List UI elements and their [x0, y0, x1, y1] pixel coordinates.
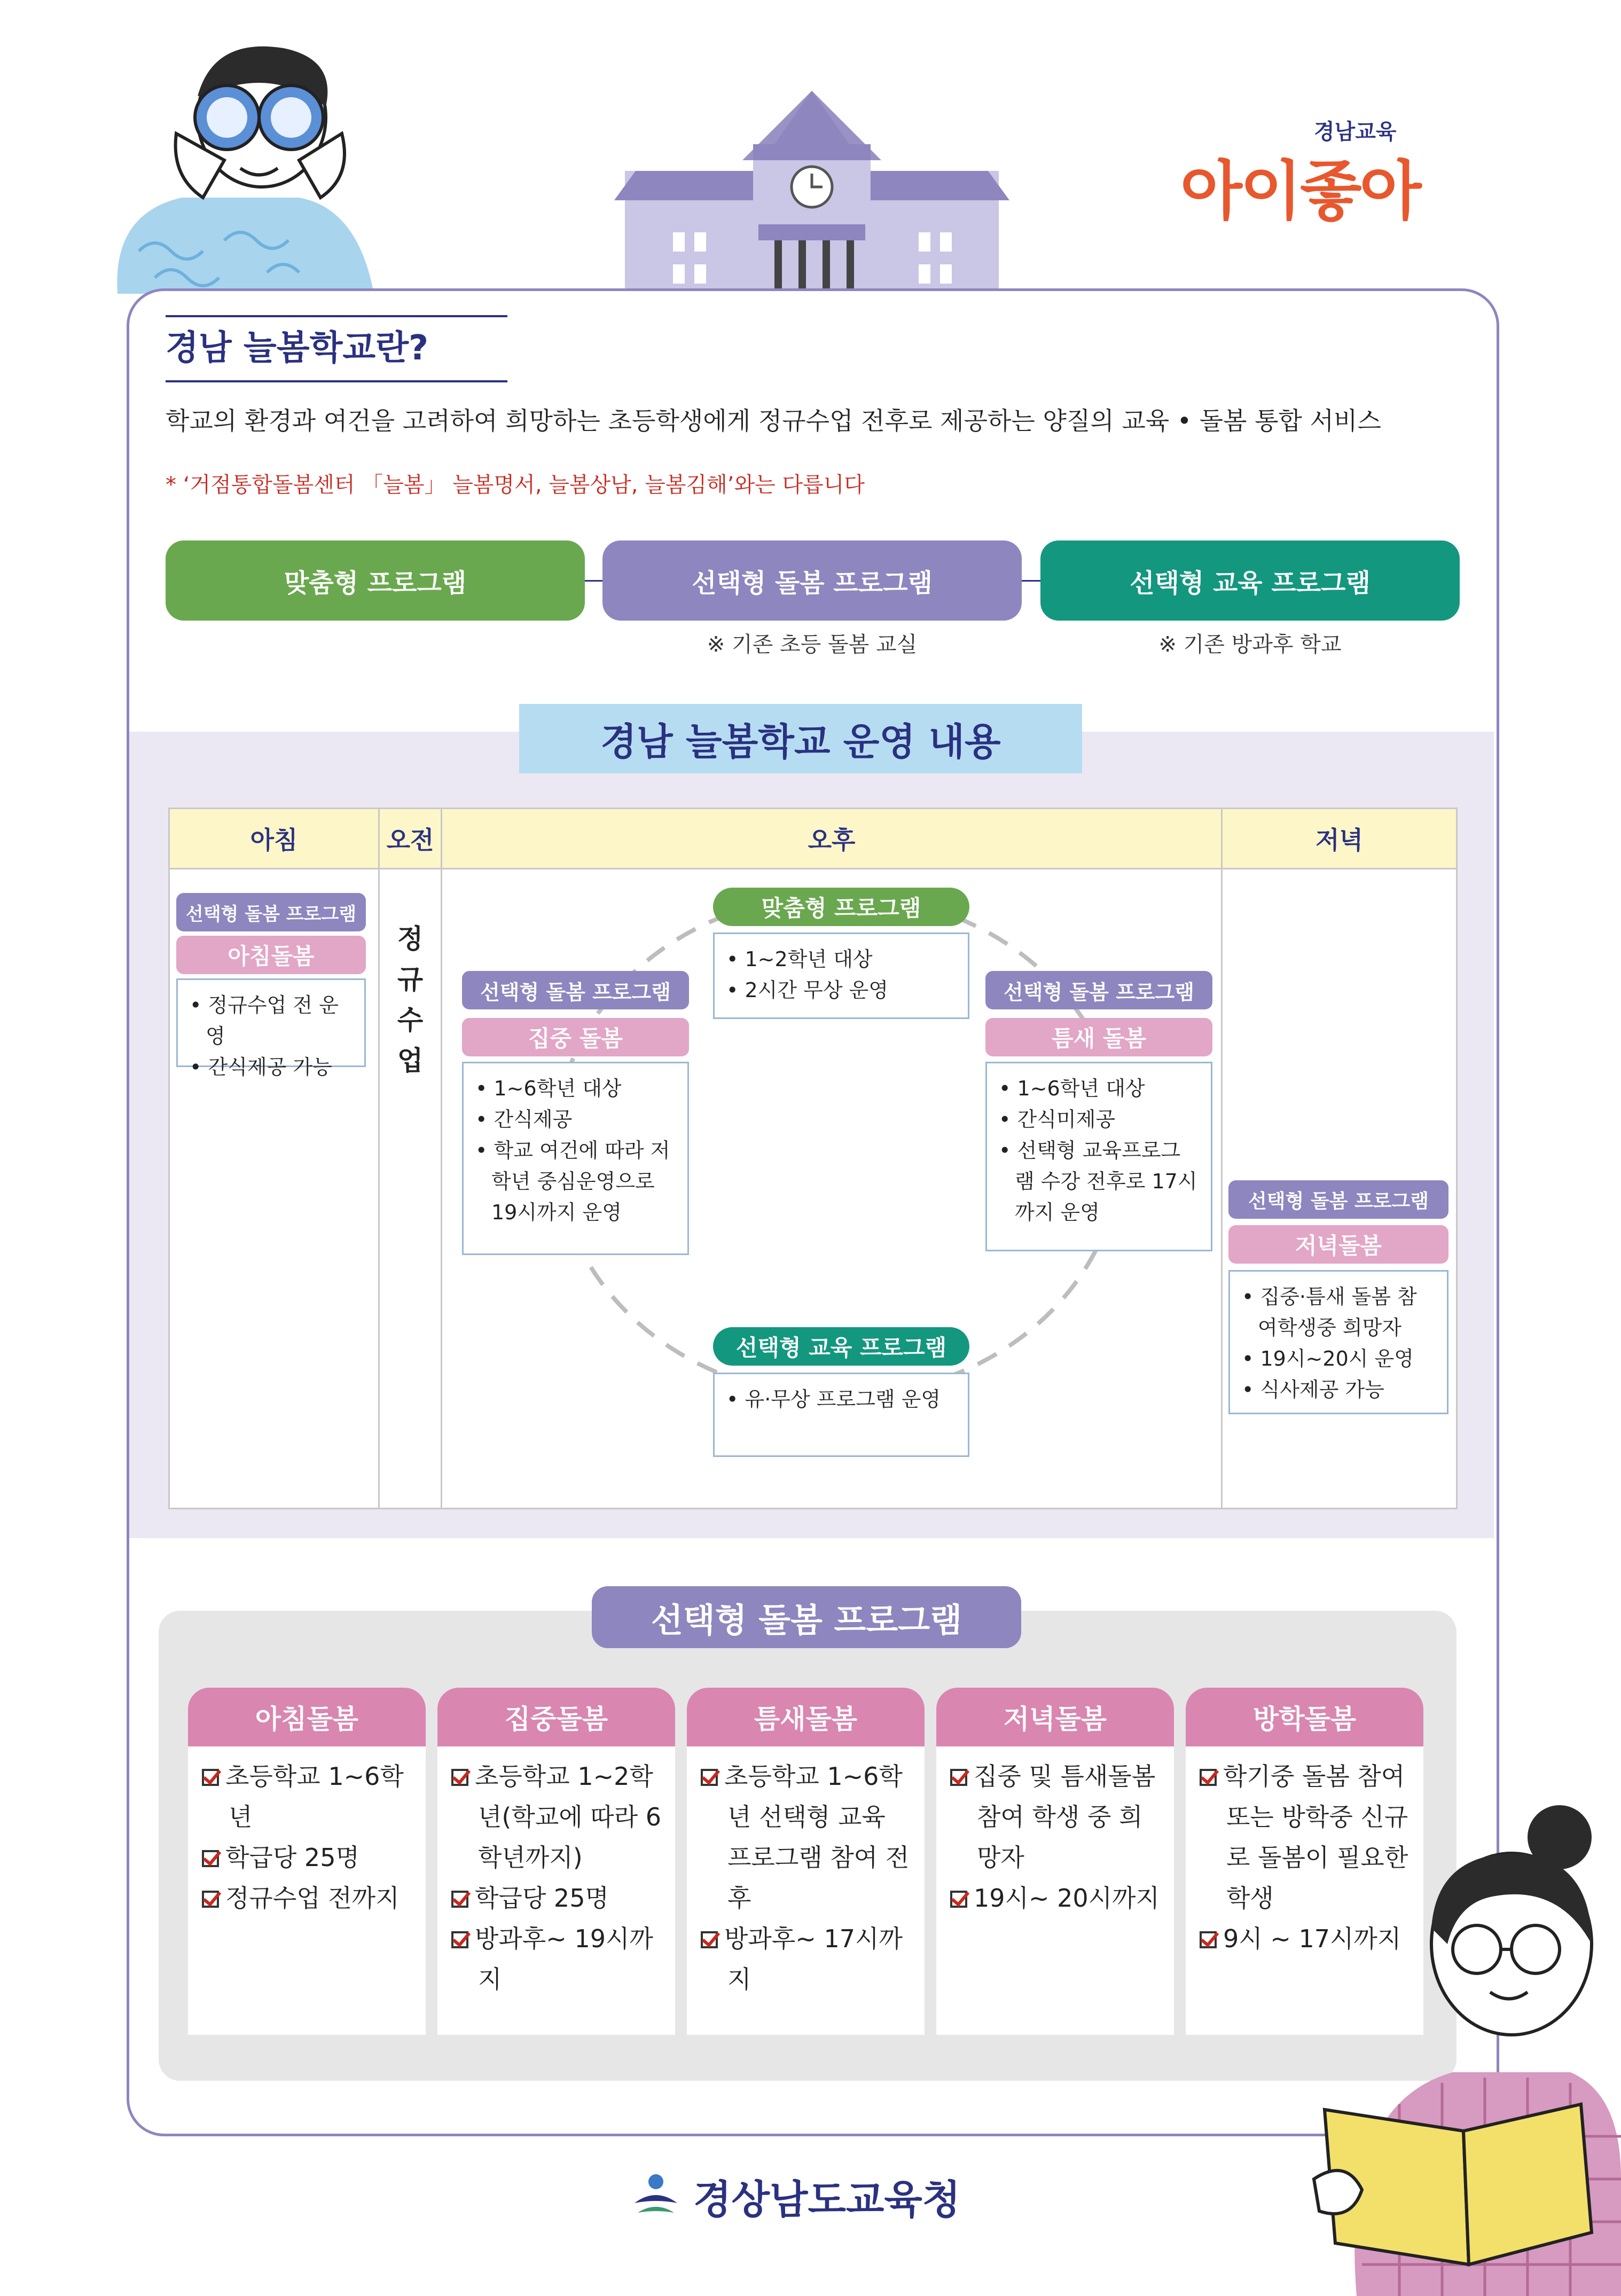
care-col-head-evening: 저녁돌봄 [936, 1688, 1174, 1746]
footer [630, 2168, 960, 2225]
program-care: 선택형 돌봄 프로그램 [602, 540, 1022, 621]
list-item: • 간식제공 [475, 1104, 676, 1135]
checkbox-icon [202, 1891, 219, 1908]
checkbox-icon [451, 1891, 468, 1908]
list-item: • 간식제공 가능 [190, 1052, 353, 1083]
logo-subtitle: 경남교육 [1314, 120, 1397, 144]
list-item: • 집중·틈새 돌봄 참여학생중 희망자 [1242, 1281, 1435, 1343]
list-item: • 학교 여건에 따라 저학년 중심운영으로 19시까지 운영 [475, 1135, 676, 1228]
checkbox-icon [950, 1769, 967, 1786]
list-item: 학기중 돌봄 참여 또는 방학중 신규로 돌봄이 필요한 학생 [1200, 1756, 1412, 1918]
list-item: • 선택형 교육프로그램 수강 전후로 17시까지 운영 [999, 1135, 1199, 1228]
care-col-body-morning [188, 1746, 426, 2035]
list-item: • 정규수업 전 운영 [190, 990, 353, 1052]
program-custom: 맞춤형 프로그램 [166, 540, 585, 621]
custom-tag: 맞춤형 프로그램 [713, 888, 969, 926]
list-item: • 1~6학년 대상 [475, 1073, 676, 1104]
list-item: 19시~ 20시까지 [950, 1878, 1162, 1918]
checkbox-icon [202, 1850, 219, 1867]
checkbox-icon [701, 1931, 718, 1948]
gap-tag: 선택형 돌봄 프로그램 [985, 971, 1212, 1009]
program-care-note: ※ 기존 초등 돌봄 교실 [707, 632, 918, 657]
regular-class-text: 정규수업 [397, 923, 424, 1076]
evening-tag: 선택형 돌봄 프로그램 [1228, 1180, 1448, 1219]
header-afternoon: 오후 [442, 809, 1221, 869]
morning-box [176, 978, 366, 1079]
checkbox-icon [202, 1769, 219, 1786]
divider [441, 809, 442, 1508]
list-item: • 유·무상 프로그램 운영 [726, 1384, 956, 1415]
program-connector-2 [1020, 580, 1041, 582]
checkbox-icon [1200, 1769, 1217, 1786]
list-item: • 간식미제공 [999, 1104, 1199, 1135]
checkbox-icon [451, 1931, 468, 1948]
gap-name: 틈새 돌봄 [985, 1018, 1212, 1056]
divider [378, 809, 380, 1508]
checkbox-icon [950, 1891, 967, 1908]
intro-description: 학교의 환경과 여건을 고려하여 희망하는 초등학생에게 정규수업 전후로 제공하는 양질의 교육 • 돌봄 통합 서비스 [166, 406, 1381, 435]
list-item: 정규수업 전까지 [202, 1878, 414, 1918]
heading-rule-top [166, 315, 507, 317]
list-item: 초등학교 1~6학년 [202, 1756, 414, 1837]
program-connector-1 [582, 580, 604, 582]
list-item: 집중 및 틈새돌봄 참여 학생 중 희망자 [950, 1756, 1162, 1878]
header-am: 오전 [380, 809, 441, 869]
list-item: 초등학교 1~2학년(학교에 따라 6학년까지) [451, 1756, 663, 1878]
focus-tag: 선택형 돌봄 프로그램 [462, 971, 689, 1009]
organization-emblem-icon [630, 2171, 682, 2222]
reading-woman-illustration [1293, 1805, 1621, 2296]
header-evening: 저녁 [1223, 809, 1456, 869]
list-item: 방과후~ 17시까지 [701, 1918, 913, 2000]
list-item: 학급당 25명 [451, 1878, 663, 1918]
list-item: • 식사제공 가능 [1242, 1374, 1435, 1405]
divider [1221, 809, 1223, 1508]
heading-rule-bottom [166, 380, 507, 382]
focus-box [462, 1062, 689, 1255]
list-item: 초등학교 1~6학년 선택형 교육 프로그램 참여 전후 [701, 1756, 913, 1918]
edu-box [713, 1373, 969, 1457]
focus-name: 집중 돌봄 [462, 1018, 689, 1056]
list-item: • 19시~20시 운영 [1242, 1343, 1435, 1374]
gap-box [985, 1062, 1212, 1251]
custom-box [713, 932, 969, 1019]
operation-title: 경남 늘봄학교 운영 내용 [519, 704, 1082, 773]
program-education-note: ※ 기존 방과후 학교 [1158, 632, 1342, 657]
page-title: 경남 늘봄학교란? [166, 328, 429, 368]
list-item: 방과후~ 19시까지 [451, 1918, 663, 2000]
care-col-body-evening [936, 1746, 1174, 2035]
care-col-body-gap [687, 1746, 925, 2035]
care-section-title: 선택형 돌봄 프로그램 [592, 1586, 1021, 1648]
organization-name: 경상남도교육청 [693, 2177, 961, 2223]
care-col-head-gap: 틈새돌봄 [687, 1688, 925, 1746]
list-item: • 1~2학년 대상 [726, 944, 956, 975]
list-item: • 2시간 무상 운영 [726, 975, 956, 1006]
intro-note: * ‘거점통합돌봄센터 「늘봄」 늘봄명서, 늘봄상남, 늘봄김해’와는 다릅니다 [166, 473, 865, 497]
checkbox-icon [451, 1769, 468, 1786]
checkbox-icon [1200, 1931, 1217, 1948]
program-education: 선택형 교육 프로그램 [1040, 540, 1460, 621]
care-col-head-morning: 아침돌봄 [188, 1688, 426, 1746]
morning-tag: 선택형 돌봄 프로그램 [176, 893, 366, 931]
care-col-head-vacation: 방학돌봄 [1186, 1688, 1423, 1746]
edu-tag: 선택형 교육 프로그램 [713, 1327, 969, 1366]
list-item: • 1~6학년 대상 [999, 1073, 1199, 1104]
evening-box [1228, 1270, 1448, 1414]
care-col-head-focus: 집중돌봄 [437, 1688, 675, 1746]
checkbox-icon [701, 1769, 718, 1786]
header-morning: 아침 [170, 809, 378, 869]
morning-name: 아침돌봄 [176, 936, 366, 974]
school-building-illustration [614, 85, 1009, 288]
binocular-person-illustration [107, 37, 459, 294]
regular-class-label [378, 919, 442, 1081]
list-item: 학급당 25명 [202, 1837, 414, 1878]
evening-name: 저녁돌봄 [1228, 1225, 1448, 1264]
brand-logo: 아이좋아 [1180, 154, 1420, 229]
care-col-body-focus [437, 1746, 675, 2035]
list-item: 9시 ~ 17시까지 [1200, 1918, 1412, 1959]
